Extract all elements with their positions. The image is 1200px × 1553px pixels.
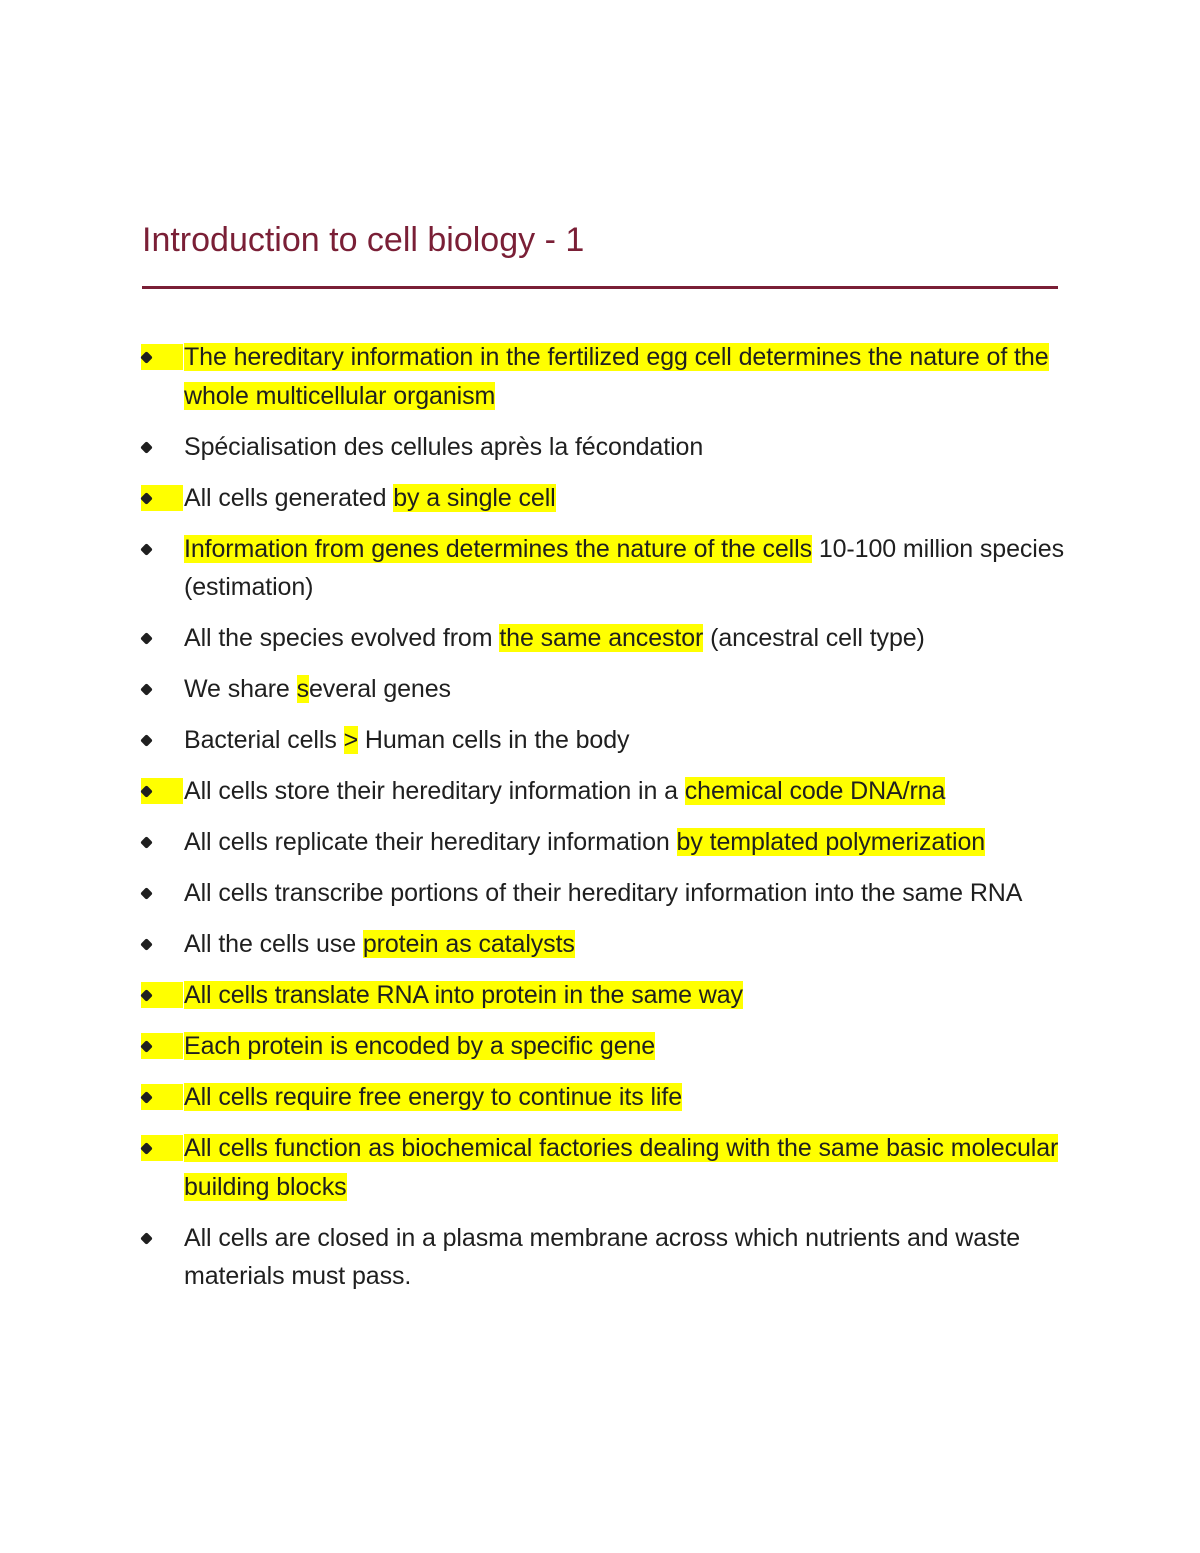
highlighted-text: Information from genes determines the nature of the cells — [184, 534, 812, 563]
item-text: All the cells use — [184, 930, 363, 958]
list-item — [142, 530, 1072, 607]
item-text: All cells transcribe portions of their hereditary information into the same RNA — [184, 879, 1023, 907]
highlighted-text: All cells function as biochemical factories dealing with the same basic molecular building blocks — [184, 1134, 1059, 1201]
bullet-icon — [140, 441, 153, 454]
list-item — [142, 479, 1072, 518]
bullet-icon — [140, 1232, 153, 1245]
list-item — [142, 772, 1072, 811]
list-item — [142, 428, 1072, 467]
highlighted-text: by templated polymerization — [676, 828, 986, 856]
item-text: All cells are closed in a plasma membrane across which nutrients and waste materials must pass. — [184, 1223, 1021, 1290]
item-text: All cells store their hereditary information in a — [184, 777, 685, 805]
bullet-icon — [140, 492, 153, 505]
highlighted-text: chemical code DNA/rna — [684, 777, 946, 805]
list-item — [142, 619, 1072, 658]
bullet-icon — [140, 887, 153, 900]
item-text: Spécialisation des cellules après la fécondation — [184, 432, 704, 461]
bullet-icon — [140, 1142, 153, 1155]
highlighted-text: > — [343, 726, 359, 754]
item-text: All cells generated — [184, 483, 394, 512]
list-item — [142, 1129, 1072, 1206]
bullet-icon — [140, 836, 153, 849]
title-underline-rule — [142, 286, 1058, 289]
item-text: We share — [184, 675, 297, 703]
bullet-icon — [140, 1091, 153, 1104]
item-text: 10-100 million species (estimation) — [184, 534, 1064, 601]
item-text: All cells replicate their hereditary information — [184, 828, 677, 856]
list-item — [142, 925, 1072, 964]
bullet-icon — [140, 351, 153, 364]
highlighted-text: All cells translate RNA into protein in the same way — [184, 981, 743, 1009]
list-item — [142, 1078, 1072, 1117]
list-item — [142, 874, 1072, 913]
list-item — [142, 1027, 1072, 1066]
item-text: Bacterial cells — [184, 726, 344, 754]
highlighted-text: The hereditary information in the fertilized egg cell determines the nature of the whole multicellular organism — [184, 343, 1049, 410]
list-item — [142, 1219, 1072, 1296]
list-item — [142, 721, 1072, 760]
highlighted-text: s — [296, 675, 309, 703]
bullet-icon — [140, 734, 153, 747]
list-item — [142, 670, 1072, 709]
bullet-list — [142, 338, 1072, 1308]
bullet-icon — [140, 785, 153, 798]
item-text: everal genes — [308, 675, 451, 703]
bullet-icon — [140, 989, 153, 1002]
highlighted-text: All cells require free energy to continue its life — [184, 1083, 683, 1111]
highlighted-text: Each protein is encoded by a specific gene — [184, 1032, 656, 1060]
list-item — [142, 338, 1072, 415]
item-text: All the species evolved from — [184, 624, 500, 652]
bullet-icon — [140, 683, 153, 696]
bullet-icon — [140, 632, 153, 645]
item-text: Human cells in the body — [358, 726, 630, 754]
list-item — [142, 976, 1072, 1015]
page-title: Introduction to cell biology - 1 — [142, 221, 585, 259]
highlighted-text: the same ancestor — [499, 624, 704, 652]
list-item — [142, 823, 1072, 862]
highlighted-text: by a single cell — [393, 483, 556, 512]
bullet-icon — [140, 1040, 153, 1053]
highlighted-text: protein as catalysts — [362, 930, 575, 958]
bullet-icon — [140, 543, 153, 556]
item-text: (ancestral cell type) — [703, 624, 925, 652]
bullet-icon — [140, 938, 153, 951]
